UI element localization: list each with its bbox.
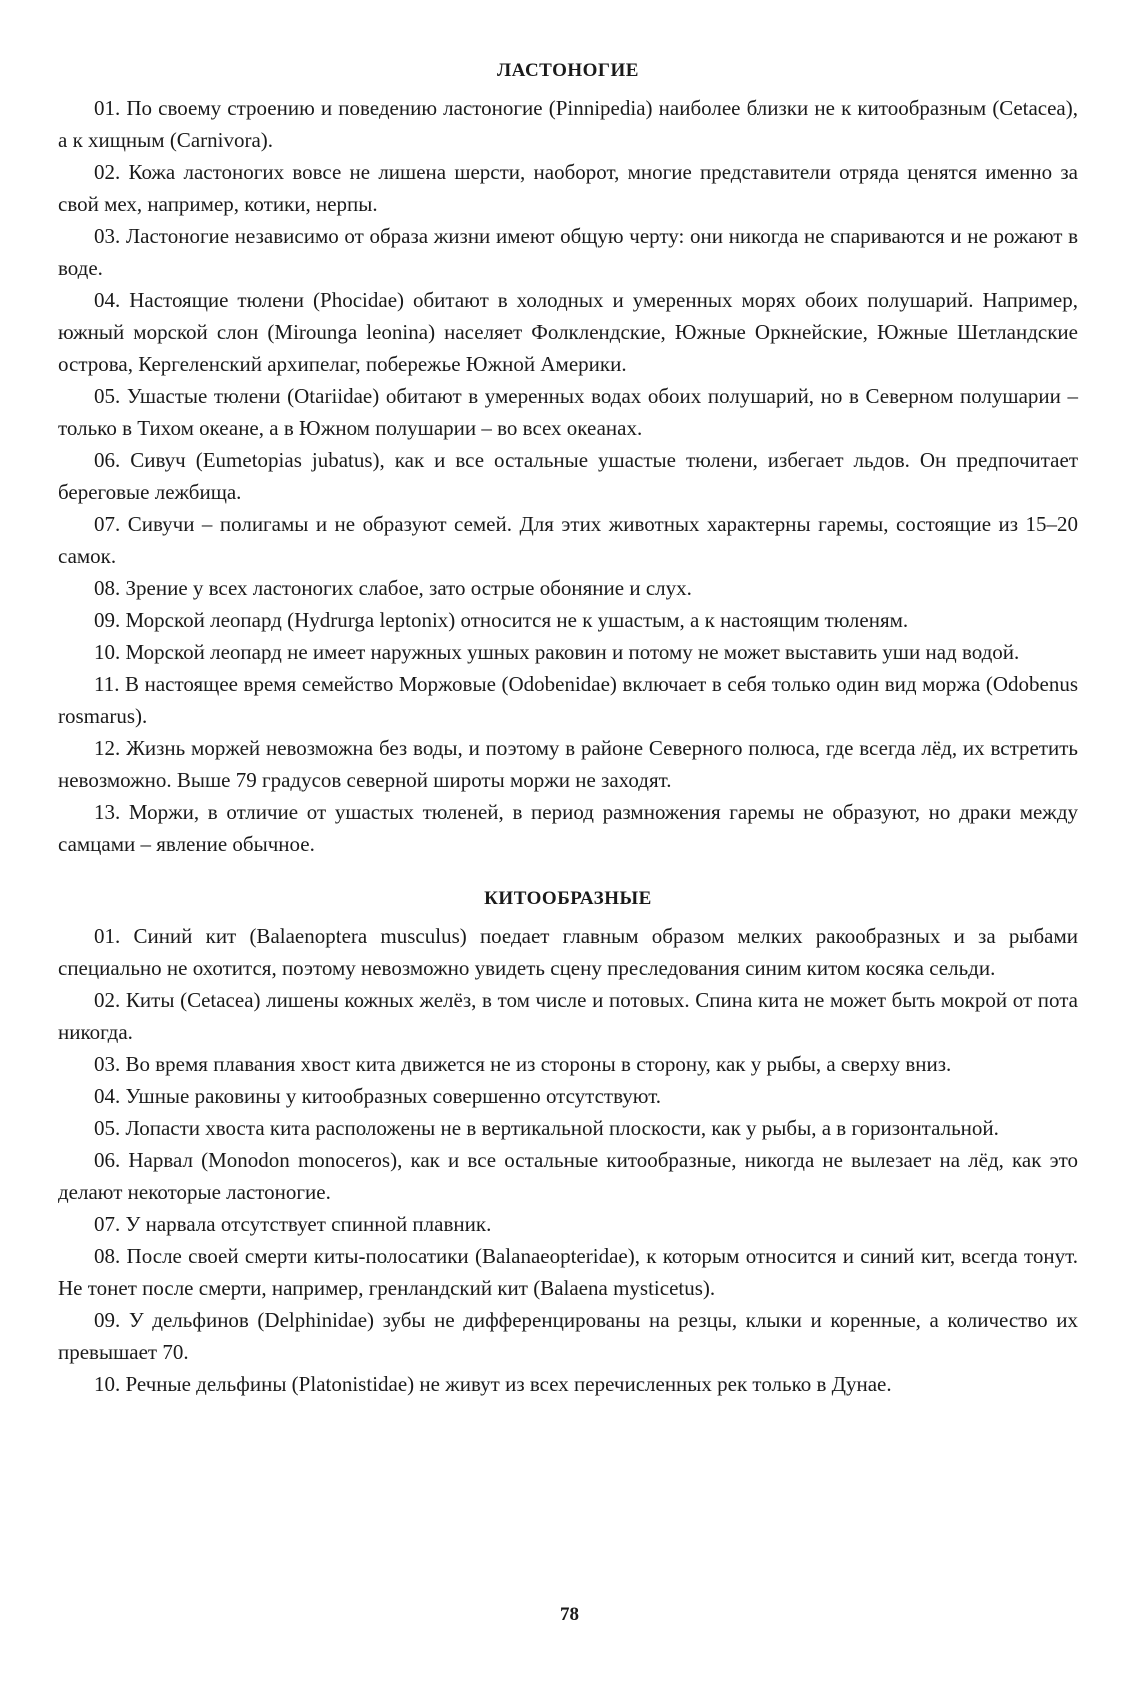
- statement-item: 08. После своей смерти киты-полосатики (Balanaeopteridae), к которым относится и синий кит, всегда тонут. Не тонет после смерти, например, гренландский кит (Balaena mysticetus).: [58, 1244, 1078, 1300]
- statement-item: 04. Ушные раковины у китообразных совершенно отсутствуют.: [94, 1084, 662, 1108]
- page-number: 78: [560, 1604, 579, 1625]
- statement-item: 08. Зрение у всех ластоногих слабое, зато острые обоняние и слух.: [94, 576, 692, 600]
- statement-item: 10. Речные дельфины (Platonistidae) не живут из всех перечисленных рек только в Дунае.: [94, 1372, 892, 1396]
- statement-item: 03. Ластоногие независимо от образа жизни имеют общую черту: они никогда не спариваются и не рожают в воде.: [58, 224, 1078, 280]
- statement-item: 06. Нарвал (Monodon monoceros), как и все остальные китообразные, никогда не вылезает на лёд, как это делают некоторые ластоногие.: [58, 1148, 1078, 1204]
- statement-item: 06. Сивуч (Eumetopias jubatus), как и все остальные ушастые тюлени, избегает льдов. Он предпочитает береговые лежбища.: [58, 448, 1078, 504]
- statement-item: 02. Киты (Cetacea) лишены кожных желёз, в том числе и потовых. Спина кита не может быть мокрой от пота никогда.: [58, 988, 1078, 1044]
- statement-item: 05. Лопасти хвоста кита расположены не в вертикальной плоскости, как у рыбы, а в горизонтальной.: [94, 1116, 999, 1140]
- statement-item: 13. Моржи, в отличие от ушастых тюленей, в период размножения гаремы не образуют, но драки между самцами – явление обычное.: [58, 800, 1078, 856]
- statement-item: 05. Ушастые тюлени (Otariidae) обитают в умеренных водах обоих полушарий, но в Северном полушарии – только в Тихом океане, а в Южном полушарии – во всех океанах.: [58, 384, 1078, 440]
- statement-item: 01. Синий кит (Balaenoptera musculus) поедает главным образом мелких ракообразных и за рыбами специально не охотится, поэтому невозможно увидеть сцену преследования синим китом косяка сельди.: [58, 924, 1078, 980]
- statement-item: 09. Морской леопард (Hydrurga leptonix) относится не к ушастым, а к настоящим тюленям.: [94, 608, 909, 632]
- statement-item: 01. По своему строению и поведению ластоногие (Pinnipedia) наиболее близки не к китообразным (Cetacea), а к хищным (Carnivora).: [58, 96, 1078, 152]
- statement-item: 09. У дельфинов (Delphinidae) зубы не дифференцированы на резцы, клыки и коренные, а количество их превышает 70.: [58, 1308, 1078, 1364]
- section-title-cetaceans: КИТООБРАЗНЫЕ: [484, 888, 652, 909]
- statement-item: 10. Морской леопард не имеет наружных ушных раковин и потому не может выставить уши над водой.: [94, 640, 1020, 664]
- page-content: [58, 58, 1078, 1400]
- statement-item: 11. В настоящее время семейство Моржовые (Odobenidae) включает в себя только один вид моржа (Odobenus rosmarus).: [58, 672, 1078, 728]
- statement-item: 07. Сивучи – полигамы и не образуют семей. Для этих животных характерны гаремы, состоящие из 15–20 самок.: [58, 512, 1078, 568]
- section-title-pinnipeds: ЛАСТОНОГИЕ: [497, 60, 639, 81]
- statement-item: 07. У нарвала отсутствует спинной плавник.: [94, 1212, 492, 1236]
- statement-item: 12. Жизнь моржей невозможна без воды, и поэтому в районе Северного полюса, где всегда лёд, их встретить невозможно. Выше 79 градусов северной широты моржи не заходят.: [58, 736, 1078, 792]
- statement-item: 02. Кожа ластоногих вовсе не лишена шерсти, наоборот, многие представители отряда ценятся именно за свой мех, например, котики, нерпы.: [58, 160, 1078, 216]
- statement-item: 03. Во время плавания хвост кита движется не из стороны в сторону, как у рыбы, а сверху вниз.: [94, 1052, 952, 1076]
- statement-item: 04. Настоящие тюлени (Phocidae) обитают в холодных и умеренных морях обоих полушарий. Например, южный морской слон (Mirounga leonina) населяет Фолклендские, Южные Оркнейские, Южные Шетландские острова, Кергеленский архипелаг, побережье Южной Америки.: [58, 288, 1078, 376]
